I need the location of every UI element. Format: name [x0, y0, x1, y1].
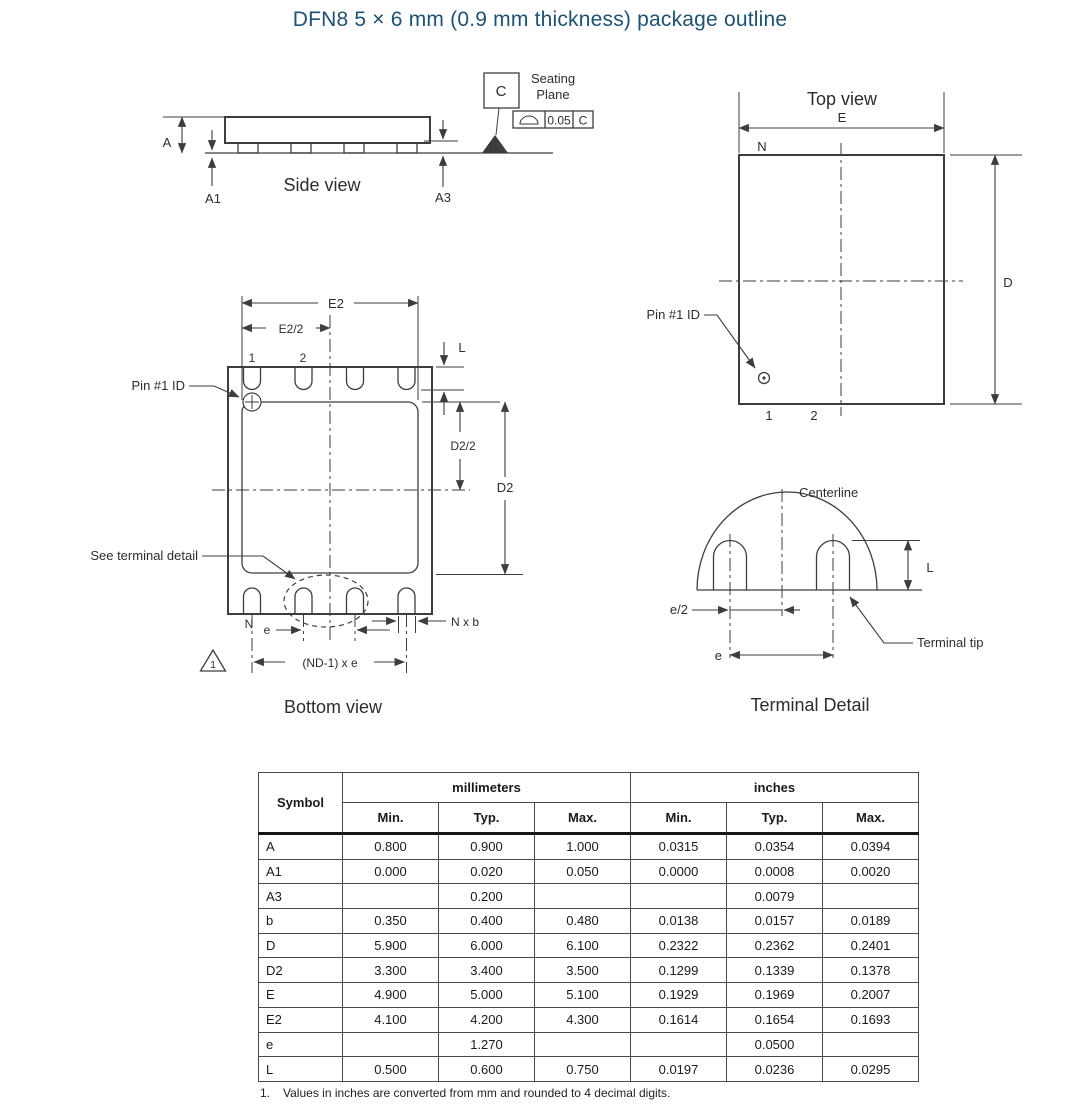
col-group-mm: millimeters [343, 773, 631, 803]
col-header-mm-min: Min. [343, 803, 439, 834]
col-header-in-min: Min. [631, 803, 727, 834]
dim-label-D: D [1003, 275, 1013, 290]
page-title: DFN8 5 × 6 mm (0.9 mm thickness) package outline [292, 8, 788, 31]
seating-plane-label2: Plane [536, 87, 570, 102]
dim-label-D2-half: D2/2 [450, 439, 476, 453]
terminal-tip-label: Terminal tip [917, 635, 984, 650]
table-row: e 1.270 0.0500 [259, 1032, 919, 1057]
table-row: D2 3.300 3.400 3.500 0.1299 0.1339 0.1378 [259, 958, 919, 983]
side-view-caption: Side view [283, 175, 361, 195]
dim-label-E2-half: E2/2 [278, 322, 304, 336]
dim-label-A1: A1 [205, 191, 221, 206]
dim-label-A: A [162, 135, 172, 150]
dim-label-L-bottom-view: L [458, 340, 466, 355]
table-row: E 4.900 5.000 5.100 0.1929 0.1969 0.2007 [259, 983, 919, 1008]
fcf-tolerance: 0.05 [547, 113, 571, 128]
dim-label-D2: D2 [496, 480, 514, 495]
pin1-id-label-bottom: Pin #1 ID [131, 378, 185, 393]
bottom-view-top-terminals [244, 367, 416, 390]
terminal-detail-caption: Terminal Detail [750, 695, 870, 715]
table-row: L 0.500 0.600 0.750 0.0197 0.0236 0.0295 [259, 1057, 919, 1082]
pin-n-label: N [244, 617, 254, 631]
dim-label-E2: E2 [328, 296, 344, 311]
pin1-id-label-top: Pin #1 ID [646, 307, 700, 322]
table-row: b 0.350 0.400 0.480 0.0138 0.0157 0.0189 [259, 909, 919, 934]
side-package-body [225, 117, 430, 143]
fcf-datum: C [578, 113, 588, 128]
dimensions-table [258, 772, 919, 1082]
dim-label-nd1e: (ND-1) x e [302, 656, 358, 670]
top-pin2-number: 2 [810, 408, 818, 423]
table-row: A1 0.000 0.020 0.050 0.0000 0.0008 0.0020 [259, 859, 919, 884]
datum-letter: C [495, 83, 507, 100]
dim-label-e-bottom: e [263, 623, 271, 637]
table-row: D 5.900 6.000 6.100 0.2322 0.2362 0.2401 [259, 933, 919, 958]
top-pin1-number: 1 [765, 408, 773, 423]
side-leads [238, 143, 417, 153]
datum-triangle [482, 135, 508, 153]
centerline-label: Centerline [799, 485, 859, 500]
see-terminal-detail-label: See terminal detail [90, 548, 198, 563]
top-view [647, 89, 1022, 423]
feature-control-frame [513, 111, 593, 128]
dim-label-A3: A3 [435, 190, 451, 205]
col-group-inches: inches [631, 773, 919, 803]
col-header-mm-max: Max. [535, 803, 631, 834]
table-row: A3 0.200 0.0079 [259, 884, 919, 909]
bottom-pin1-number: 1 [248, 351, 256, 365]
note1-ref: 1 [210, 659, 216, 671]
pin-count-N: N [757, 139, 767, 154]
col-header-in-max: Max. [823, 803, 919, 834]
table-row: A 0.800 0.900 1.000 0.0315 0.0354 0.0394 [259, 834, 919, 860]
footnote-text: Values in inches are converted from mm and rounded to 4 decimal digits. [283, 1086, 671, 1100]
footnote-number: 1. [260, 1086, 271, 1100]
col-header-mm-typ: Typ. [439, 803, 535, 834]
dim-label-L-detail: L [926, 560, 934, 575]
seating-plane-symbol-icon [520, 116, 538, 124]
col-header-symbol: Symbol [259, 773, 343, 834]
dim-label-e-half: e/2 [669, 602, 688, 617]
dim-label-nxb: N x b [451, 615, 480, 629]
table-footnote [260, 1086, 670, 1100]
bottom-view-bottom-terminals [244, 588, 416, 614]
dim-label-E: E [837, 110, 847, 125]
table-row: E2 4.100 4.200 4.300 0.1614 0.1654 0.1693 [259, 1007, 919, 1032]
top-view-caption: Top view [806, 89, 878, 109]
side-view [163, 71, 593, 206]
terminal-detail [670, 485, 984, 715]
bottom-view-caption: Bottom view [283, 697, 383, 717]
dim-label-e-detail: e [714, 648, 722, 663]
bottom-pin2-number: 2 [299, 351, 307, 365]
seating-plane-label: Seating [530, 71, 576, 86]
bottom-view [90, 296, 523, 717]
col-header-in-typ: Typ. [727, 803, 823, 834]
